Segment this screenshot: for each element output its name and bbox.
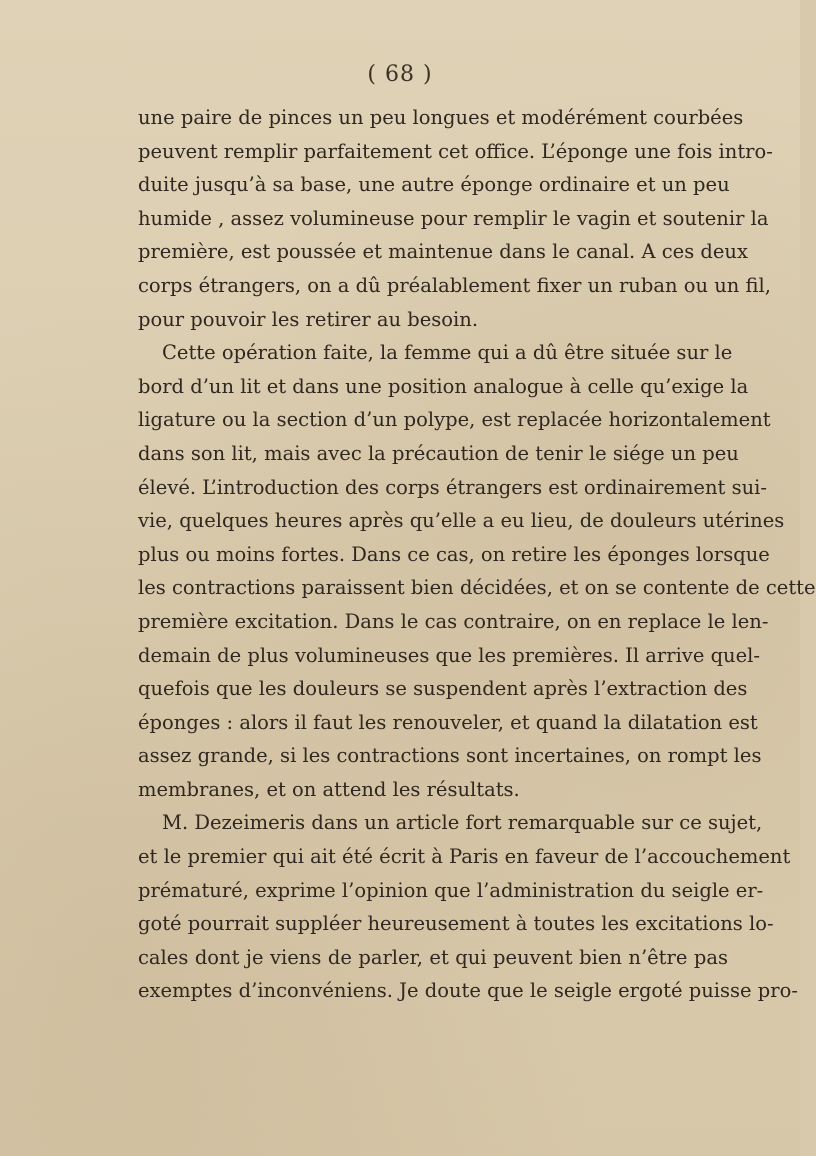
text-line: cales dont je viens de parler, et qui peuvent bien n’être pas: [138, 945, 728, 969]
text-line: ligature ou la section d’un polype, est replacée horizontalement: [138, 408, 771, 432]
text-line: assez grande, si les contractions sont incertaines, on rompt les: [138, 744, 762, 768]
text-line: vie, quelques heures après qu’elle a eu lieu, de douleurs utérines: [138, 509, 785, 533]
text-line: peuvent remplir parfaitement cet office. L’éponge une fois intro-: [138, 139, 773, 163]
text-line: et le premier qui ait été écrit à Paris en faveur de l’accouchement: [138, 845, 791, 869]
text-line: une paire de pinces un peu longues et modérément courbées: [138, 106, 744, 129]
text-line: duite jusqu’à sa base, une autre éponge ordinaire et un peu: [138, 173, 730, 197]
text-line: humide , assez volumineuse pour remplir le vagin et soutenir la: [138, 206, 769, 230]
text-line: demain de plus volumineuses que les premières. Il arrive quel-: [138, 643, 760, 667]
text-line: première, est poussée et maintenue dans le canal. A ces deux: [138, 240, 748, 264]
body-text: [138, 101, 816, 1008]
page-number: ( 68 ): [367, 62, 433, 87]
text-line: élevé. L’introduction des corps étrangers est ordinairement sui-: [138, 475, 767, 499]
text-line: corps étrangers, on a dû préalablement fixer un ruban ou un fil,: [138, 273, 771, 297]
text-line: plus ou moins fortes. Dans ce cas, on retire les éponges lorsque: [138, 542, 770, 566]
text-line: Cette opération faite, la femme qui a dû être située sur le: [162, 341, 733, 365]
text-line: M. Dezeimeris dans un article fort remarquable sur ce sujet,: [162, 811, 763, 835]
text-line: membranes, et on attend les résultats.: [138, 777, 520, 801]
text-line: les contractions paraissent bien décidées, et on se contente de cette: [138, 576, 816, 600]
text-line: bord d’un lit et dans une position analogue à celle qu’exige la: [138, 374, 749, 398]
text-line: goté pourrait suppléer heureusement à toutes les excitations lo-: [138, 912, 774, 936]
text-line: exemptes d’inconvéniens. Je doute que le seigle ergoté puisse pro-: [138, 979, 798, 1003]
text-line: pour pouvoir les retirer au besoin.: [138, 307, 479, 331]
text-line: dans son lit, mais avec la précaution de tenir le siége un peu: [138, 441, 739, 465]
text-line: éponges : alors il faut les renouveler, et quand la dilatation est: [138, 710, 758, 734]
text-line: quefois que les douleurs se suspendent après l’extraction des: [138, 677, 748, 701]
text-line: prématuré, exprime l’opinion que l’administration du seigle er-: [138, 878, 764, 902]
text-line: première excitation. Dans le cas contraire, on en replace le len-: [138, 609, 769, 633]
